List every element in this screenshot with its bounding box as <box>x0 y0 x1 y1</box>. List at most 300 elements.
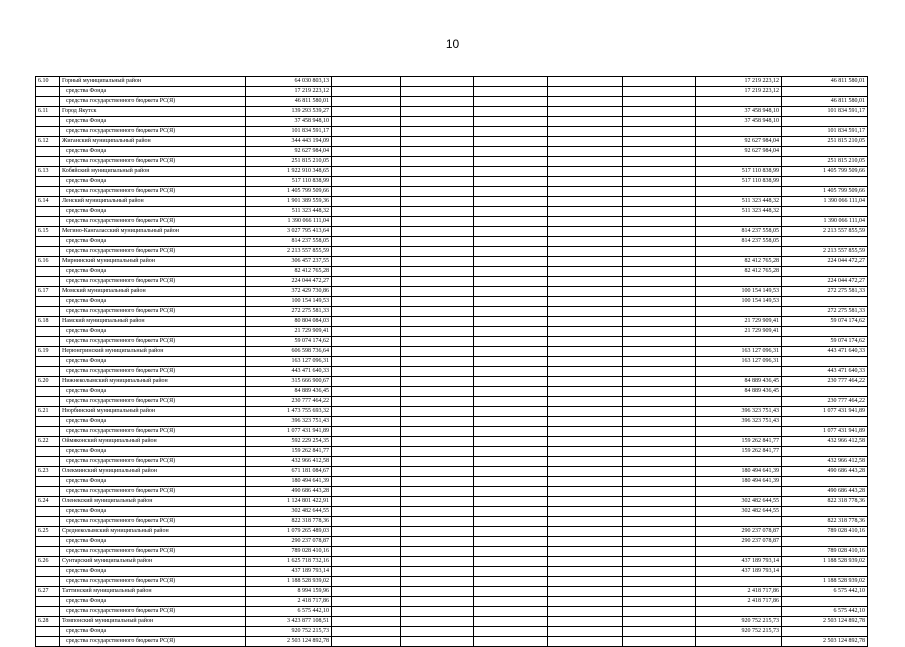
column-5-cell <box>474 287 548 297</box>
column-4-cell <box>401 467 474 477</box>
column-6-cell <box>548 477 623 487</box>
row-index-cell <box>36 127 60 137</box>
table-body <box>36 77 868 647</box>
column-5-cell <box>474 387 548 397</box>
column-4-cell <box>401 117 474 127</box>
column-6-cell <box>548 127 623 137</box>
table-row <box>36 267 868 277</box>
column-5-cell <box>474 407 548 417</box>
table-row <box>36 487 868 497</box>
column-6-cell <box>548 507 623 517</box>
table-row <box>36 367 868 377</box>
column-6-cell <box>548 397 623 407</box>
table-row <box>36 177 868 187</box>
fund-amount-cell <box>696 457 782 467</box>
row-name-cell: Жиганский муниципальный район <box>60 137 246 147</box>
state-budget-amount-cell: 46 811 580,01 <box>782 77 868 87</box>
column-5-cell <box>474 327 548 337</box>
total-cell: 180 494 641,39 <box>246 477 332 487</box>
column-3-cell <box>332 477 401 487</box>
fund-amount-cell: 82 412 765,28 <box>696 257 782 267</box>
row-name-cell: средства Фонда <box>60 237 246 247</box>
column-7-cell <box>623 167 696 177</box>
row-name-cell: средства Фонда <box>60 87 246 97</box>
column-7-cell <box>623 217 696 227</box>
fund-amount-cell: 17 219 223,12 <box>696 87 782 97</box>
column-3-cell <box>332 207 401 217</box>
state-budget-amount-cell <box>782 237 868 247</box>
row-name-cell: средства государственного бюджета РС(Я) <box>60 427 246 437</box>
state-budget-amount-cell: 101 834 591,17 <box>782 107 868 117</box>
column-4-cell <box>401 127 474 137</box>
column-3-cell <box>332 97 401 107</box>
column-3-cell <box>332 117 401 127</box>
column-7-cell <box>623 447 696 457</box>
column-4-cell <box>401 397 474 407</box>
row-name-cell: средства Фонда <box>60 177 246 187</box>
table-row <box>36 317 868 327</box>
column-3-cell <box>332 147 401 157</box>
column-3-cell <box>332 617 401 627</box>
row-index-cell <box>36 607 60 617</box>
column-6-cell <box>548 277 623 287</box>
fund-amount-cell <box>696 577 782 587</box>
state-budget-amount-cell <box>782 387 868 397</box>
state-budget-amount-cell: 1 188 528 939,02 <box>782 557 868 567</box>
column-6-cell <box>548 457 623 467</box>
total-cell: 344 443 194,09 <box>246 137 332 147</box>
column-7-cell <box>623 557 696 567</box>
row-index-cell <box>36 337 60 347</box>
table-row <box>36 277 868 287</box>
column-3-cell <box>332 77 401 87</box>
column-7-cell <box>623 157 696 167</box>
column-3-cell <box>332 597 401 607</box>
state-budget-amount-cell: 443 471 640,33 <box>782 347 868 357</box>
row-name-cell: средства Фонда <box>60 117 246 127</box>
row-index-cell: 6.20 <box>36 377 60 387</box>
state-budget-amount-cell: 1 405 799 509,66 <box>782 187 868 197</box>
column-3-cell <box>332 487 401 497</box>
row-name-cell: средства Фонда <box>60 567 246 577</box>
state-budget-amount-cell <box>782 477 868 487</box>
row-name-cell: средства государственного бюджета РС(Я) <box>60 217 246 227</box>
column-5-cell <box>474 367 548 377</box>
column-6-cell <box>548 257 623 267</box>
state-budget-amount-cell <box>782 267 868 277</box>
total-cell: 6 575 442,10 <box>246 607 332 617</box>
row-name-cell: средства государственного бюджета РС(Я) <box>60 577 246 587</box>
column-7-cell <box>623 187 696 197</box>
total-cell: 1 079 265 489,03 <box>246 527 332 537</box>
column-5-cell <box>474 477 548 487</box>
column-6-cell <box>548 557 623 567</box>
fund-amount-cell <box>696 637 782 647</box>
fund-amount-cell <box>696 217 782 227</box>
row-name-cell: средства Фонда <box>60 417 246 427</box>
column-6-cell <box>548 227 623 237</box>
total-cell: 432 966 412,58 <box>246 457 332 467</box>
column-4-cell <box>401 187 474 197</box>
column-3-cell <box>332 577 401 587</box>
column-3-cell <box>332 227 401 237</box>
column-5-cell <box>474 347 548 357</box>
total-cell: 139 293 539,27 <box>246 107 332 117</box>
table-row <box>36 567 868 577</box>
column-6-cell <box>548 267 623 277</box>
total-cell: 814 237 558,05 <box>246 237 332 247</box>
column-3-cell <box>332 307 401 317</box>
column-3-cell <box>332 127 401 137</box>
table-row <box>36 507 868 517</box>
column-7-cell <box>623 267 696 277</box>
state-budget-amount-cell: 272 275 581,33 <box>782 287 868 297</box>
table-row <box>36 537 868 547</box>
row-name-cell: средства Фонда <box>60 537 246 547</box>
state-budget-amount-cell <box>782 597 868 607</box>
column-5-cell <box>474 427 548 437</box>
fund-amount-cell: 163 127 096,31 <box>696 347 782 357</box>
table-row <box>36 117 868 127</box>
column-4-cell <box>401 317 474 327</box>
column-6-cell <box>548 447 623 457</box>
total-cell: 100 154 149,53 <box>246 297 332 307</box>
row-index-cell: 6.19 <box>36 347 60 357</box>
row-index-cell <box>36 157 60 167</box>
column-5-cell <box>474 467 548 477</box>
column-4-cell <box>401 597 474 607</box>
row-index-cell <box>36 247 60 257</box>
column-4-cell <box>401 477 474 487</box>
column-3-cell <box>332 287 401 297</box>
row-index-cell: 6.12 <box>36 137 60 147</box>
column-6-cell <box>548 207 623 217</box>
column-4-cell <box>401 217 474 227</box>
table-row <box>36 217 868 227</box>
column-5-cell <box>474 177 548 187</box>
fund-amount-cell: 302 482 644,55 <box>696 497 782 507</box>
column-4-cell <box>401 147 474 157</box>
fund-amount-cell <box>696 247 782 257</box>
row-index-cell <box>36 117 60 127</box>
row-name-cell: Нерюнгринский муниципальный район <box>60 347 246 357</box>
column-3-cell <box>332 527 401 537</box>
column-4-cell <box>401 87 474 97</box>
column-4-cell <box>401 437 474 447</box>
row-index-cell: 6.10 <box>36 77 60 87</box>
column-6-cell <box>548 547 623 557</box>
column-5-cell <box>474 307 548 317</box>
fund-amount-cell: 2 418 717,86 <box>696 587 782 597</box>
state-budget-amount-cell: 2 213 557 855,59 <box>782 227 868 237</box>
column-4-cell <box>401 447 474 457</box>
row-index-cell <box>36 537 60 547</box>
column-3-cell <box>332 507 401 517</box>
column-3-cell <box>332 437 401 447</box>
fund-amount-cell: 37 458 948,10 <box>696 117 782 127</box>
column-7-cell <box>623 367 696 377</box>
row-name-cell: Олекминский муниципальный район <box>60 467 246 477</box>
column-7-cell <box>623 477 696 487</box>
fund-amount-cell: 396 323 751,43 <box>696 417 782 427</box>
state-budget-amount-cell <box>782 567 868 577</box>
fund-amount-cell <box>696 427 782 437</box>
column-7-cell <box>623 637 696 647</box>
column-5-cell <box>474 277 548 287</box>
table-row <box>36 307 868 317</box>
row-name-cell: средства Фонда <box>60 477 246 487</box>
fund-amount-cell: 2 418 717,86 <box>696 597 782 607</box>
column-6-cell <box>548 347 623 357</box>
fund-amount-cell: 92 627 984,04 <box>696 147 782 157</box>
table-row <box>36 227 868 237</box>
column-6-cell <box>548 487 623 497</box>
table-row <box>36 457 868 467</box>
column-5-cell <box>474 377 548 387</box>
state-budget-amount-cell: 6 575 442,10 <box>782 587 868 597</box>
column-4-cell <box>401 347 474 357</box>
column-3-cell <box>332 247 401 257</box>
column-4-cell <box>401 427 474 437</box>
column-5-cell <box>474 97 548 107</box>
table-row <box>36 377 868 387</box>
row-name-cell: средства государственного бюджета РС(Я) <box>60 157 246 167</box>
fund-amount-cell: 290 237 078,87 <box>696 537 782 547</box>
column-7-cell <box>623 627 696 637</box>
column-6-cell <box>548 527 623 537</box>
table-row <box>36 287 868 297</box>
table-row <box>36 197 868 207</box>
row-index-cell <box>36 547 60 557</box>
column-6-cell <box>548 197 623 207</box>
column-7-cell <box>623 227 696 237</box>
column-6-cell <box>548 577 623 587</box>
column-5-cell <box>474 567 548 577</box>
column-3-cell <box>332 497 401 507</box>
column-6-cell <box>548 417 623 427</box>
total-cell: 443 471 640,33 <box>246 367 332 377</box>
row-index-cell <box>36 417 60 427</box>
column-6-cell <box>548 177 623 187</box>
row-index-cell: 6.16 <box>36 257 60 267</box>
column-4-cell <box>401 77 474 87</box>
column-5-cell <box>474 517 548 527</box>
total-cell: 272 275 581,33 <box>246 307 332 317</box>
column-3-cell <box>332 607 401 617</box>
column-7-cell <box>623 117 696 127</box>
column-4-cell <box>401 337 474 347</box>
total-cell: 8 994 159,96 <box>246 587 332 597</box>
column-3-cell <box>332 537 401 547</box>
total-cell: 1 625 718 732,16 <box>246 557 332 567</box>
fund-amount-cell: 396 323 751,43 <box>696 407 782 417</box>
column-6-cell <box>548 627 623 637</box>
total-cell: 592 229 254,35 <box>246 437 332 447</box>
column-3-cell <box>332 557 401 567</box>
row-index-cell <box>36 297 60 307</box>
column-6-cell <box>548 137 623 147</box>
row-index-cell <box>36 307 60 317</box>
total-cell: 37 458 948,10 <box>246 117 332 127</box>
column-6-cell <box>548 617 623 627</box>
row-name-cell: средства государственного бюджета РС(Я) <box>60 607 246 617</box>
row-name-cell: Момский муниципальный район <box>60 287 246 297</box>
column-3-cell <box>332 317 401 327</box>
column-6-cell <box>548 607 623 617</box>
column-7-cell <box>623 127 696 137</box>
fund-amount-cell <box>696 487 782 497</box>
column-7-cell <box>623 77 696 87</box>
row-name-cell: средства государственного бюджета РС(Я) <box>60 97 246 107</box>
column-7-cell <box>623 207 696 217</box>
row-index-cell <box>36 397 60 407</box>
state-budget-amount-cell: 1 390 066 111,04 <box>782 217 868 227</box>
column-5-cell <box>474 627 548 637</box>
fund-amount-cell <box>696 547 782 557</box>
fund-amount-cell: 290 237 078,87 <box>696 527 782 537</box>
column-3-cell <box>332 397 401 407</box>
total-cell: 224 044 472,27 <box>246 277 332 287</box>
column-6-cell <box>548 517 623 527</box>
column-4-cell <box>401 97 474 107</box>
total-cell: 822 318 778,36 <box>246 517 332 527</box>
row-name-cell: Ленский муниципальный район <box>60 197 246 207</box>
state-budget-amount-cell: 1 077 431 941,89 <box>782 407 868 417</box>
column-5-cell <box>474 217 548 227</box>
total-cell: 437 189 793,14 <box>246 567 332 577</box>
state-budget-amount-cell: 2 503 124 892,78 <box>782 617 868 627</box>
column-7-cell <box>623 577 696 587</box>
table-row <box>36 497 868 507</box>
state-budget-amount-cell: 490 686 443,28 <box>782 487 868 497</box>
column-7-cell <box>623 387 696 397</box>
column-3-cell <box>332 447 401 457</box>
row-index-cell <box>36 457 60 467</box>
column-4-cell <box>401 247 474 257</box>
table-row <box>36 407 868 417</box>
column-5-cell <box>474 137 548 147</box>
column-7-cell <box>623 617 696 627</box>
row-name-cell: средства Фонда <box>60 297 246 307</box>
state-budget-amount-cell <box>782 327 868 337</box>
total-cell: 315 666 900,67 <box>246 377 332 387</box>
table-row <box>36 637 868 647</box>
column-3-cell <box>332 297 401 307</box>
row-index-cell: 6.25 <box>36 527 60 537</box>
total-cell: 1 077 431 941,89 <box>246 427 332 437</box>
fund-amount-cell: 517 110 838,99 <box>696 177 782 187</box>
column-7-cell <box>623 427 696 437</box>
state-budget-amount-cell: 101 834 591,17 <box>782 127 868 137</box>
row-index-cell <box>36 267 60 277</box>
column-4-cell <box>401 137 474 147</box>
state-budget-amount-cell: 2 503 124 892,78 <box>782 637 868 647</box>
total-cell: 3 027 795 413,64 <box>246 227 332 237</box>
column-5-cell <box>474 357 548 367</box>
column-3-cell <box>332 237 401 247</box>
column-4-cell <box>401 617 474 627</box>
row-name-cell: средства государственного бюджета РС(Я) <box>60 337 246 347</box>
column-6-cell <box>548 87 623 97</box>
fund-amount-cell: 84 889 436,45 <box>696 387 782 397</box>
total-cell: 3 423 877 108,51 <box>246 617 332 627</box>
column-6-cell <box>548 167 623 177</box>
table-row <box>36 517 868 527</box>
budget-table <box>35 76 868 647</box>
fund-amount-cell: 511 323 448,32 <box>696 207 782 217</box>
total-cell: 159 262 841,77 <box>246 447 332 457</box>
column-7-cell <box>623 587 696 597</box>
column-5-cell <box>474 597 548 607</box>
table-row <box>36 597 868 607</box>
column-7-cell <box>623 517 696 527</box>
row-name-cell: Сунтарский муниципальный район <box>60 557 246 567</box>
table-row <box>36 617 868 627</box>
column-5-cell <box>474 557 548 567</box>
column-7-cell <box>623 287 696 297</box>
column-7-cell <box>623 357 696 367</box>
column-4-cell <box>401 627 474 637</box>
row-index-cell <box>36 277 60 287</box>
column-5-cell <box>474 637 548 647</box>
fund-amount-cell: 37 458 948,10 <box>696 107 782 117</box>
column-5-cell <box>474 117 548 127</box>
total-cell: 1 124 801 422,91 <box>246 497 332 507</box>
column-5-cell <box>474 197 548 207</box>
table-row <box>36 97 868 107</box>
column-7-cell <box>623 417 696 427</box>
column-3-cell <box>332 627 401 637</box>
row-index-cell <box>36 627 60 637</box>
column-6-cell <box>548 567 623 577</box>
row-name-cell: Нюрбинский муниципальный район <box>60 407 246 417</box>
column-3-cell <box>332 377 401 387</box>
fund-amount-cell <box>696 307 782 317</box>
state-budget-amount-cell: 432 966 412,58 <box>782 437 868 447</box>
table-row <box>36 237 868 247</box>
table-row <box>36 587 868 597</box>
column-5-cell <box>474 547 548 557</box>
row-index-cell: 6.21 <box>36 407 60 417</box>
column-6-cell <box>548 367 623 377</box>
fund-amount-cell: 92 627 984,04 <box>696 137 782 147</box>
column-3-cell <box>332 267 401 277</box>
table-row <box>36 447 868 457</box>
state-budget-amount-cell: 1 405 799 509,66 <box>782 167 868 177</box>
row-index-cell <box>36 507 60 517</box>
column-4-cell <box>401 157 474 167</box>
column-3-cell <box>332 387 401 397</box>
state-budget-amount-cell: 224 044 472,27 <box>782 277 868 287</box>
total-cell: 1 405 799 509,66 <box>246 187 332 197</box>
column-4-cell <box>401 527 474 537</box>
row-index-cell <box>36 427 60 437</box>
row-index-cell: 6.24 <box>36 497 60 507</box>
fund-amount-cell: 814 237 558,05 <box>696 227 782 237</box>
state-budget-amount-cell: 822 318 778,36 <box>782 497 868 507</box>
column-6-cell <box>548 107 623 117</box>
state-budget-amount-cell: 2 213 557 855,59 <box>782 247 868 257</box>
state-budget-amount-cell: 1 077 431 941,89 <box>782 427 868 437</box>
column-4-cell <box>401 237 474 247</box>
table-row <box>36 477 868 487</box>
column-4-cell <box>401 267 474 277</box>
column-6-cell <box>548 157 623 167</box>
column-5-cell <box>474 87 548 97</box>
state-budget-amount-cell: 59 074 174,62 <box>782 337 868 347</box>
row-name-cell: Мегино-Кангаласский муниципальный район <box>60 227 246 237</box>
fund-amount-cell <box>696 397 782 407</box>
